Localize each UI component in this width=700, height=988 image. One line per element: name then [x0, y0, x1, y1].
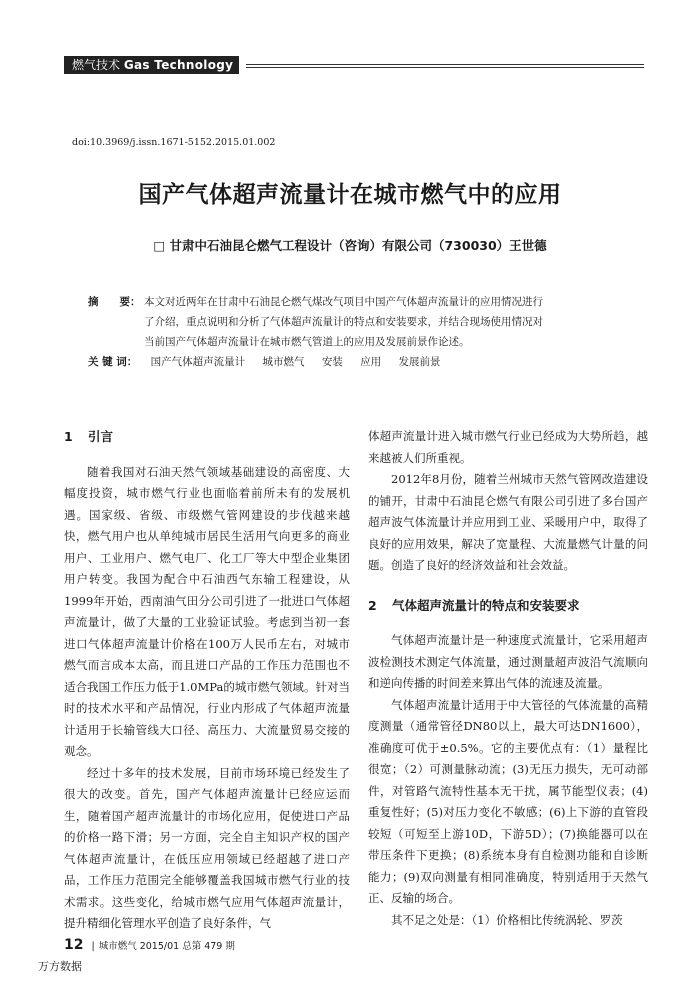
right-column [368, 426, 648, 931]
journal-issue: 城市燃气 2015/01 总第 479 期 [98, 941, 235, 952]
paragraph: 气体超声流量计适用于中大管径的气体流量的高精度测量（通常管径DN80以上，最大可达DN1600），准确度可优于±0.5%。它的主要优点有：（1）量程比很宽；（2）可测量脉动流；(3)无压力损失，无可动部件，对管路气流特性基本无干扰，属节能型仪表；(4)重复性好；(5)对压力变化不敏感；(6)上下游的直管段较短（可短至上游10D，下游5D）；(7)换能器可以在带压条件下更换；(8)系统本身有自检测功能和自诊断能力；(9)双向测量有相同准确度，特别适用于天然气正、反输的场合。 [368, 697, 648, 905]
keywords-label: 关 键 词： [88, 356, 138, 368]
footer-divider: | [91, 941, 95, 952]
paper-title: 国产气体超声流量计在城市燃气中的应用 [138, 181, 562, 208]
abstract-label: 摘 要： [88, 296, 141, 308]
header-rule [246, 64, 644, 65]
paragraph: 经过十多年的技术发展，目前市场环境已经发生了很大的改变。首先，国产气体超声流量计已经应运而生，随着国产超声流量计的市场化应用，促使进口产品的价格一路下滑；另一方面，完全自主知识产权的国产气体超声流量计，在低压应用领域已经超越了进口产品，工作压力范围完全能够覆盖我国城市燃气行业的技术需求。这些变化，给城市燃气应用气体超声流量计，提升精细化管理水平创造了良好条件，气 [64, 765, 350, 930]
section-heading-1 [64, 426, 350, 448]
paragraph: 气体超声流量计是一种速度式流量计，它采用超声波检测技术测定气体流量，通过测量超声波沿气流顺向和逆向传播的时间差来算出气体的流速及流量。 [368, 633, 648, 690]
left-column [64, 426, 350, 935]
paragraph: 2012年8月份，随着兰州城市天然气管网改造建设的铺开，甘肃中石油昆仑燃气有限公司引进了多台国产超声波气体流量计并应用到工业、采暖用户中，取得了良好的应用效果，解决了宽量程、大流量燃气计量的问题。创造了良好的经济效益和社会效益。 [368, 472, 648, 572]
section-title: 气体超声流量计的特点和安装要求 [392, 597, 580, 613]
section-number: 2 [368, 597, 377, 613]
abstract-line: 本文对近两年在甘肃中石油昆仑燃气煤改气项目中国产气体超声流量计的应用情况进行 [144, 296, 543, 308]
section-badge [64, 56, 239, 74]
section-name-en: Gas Technology [123, 58, 234, 72]
keywords [88, 354, 455, 369]
watermark: 万方数据 [38, 960, 82, 973]
section-name-cn: 燃气技术 [72, 58, 121, 72]
abstract-text [144, 292, 654, 352]
page-number: 12 [64, 937, 84, 953]
paragraph-continuation: 体超声流量计进入城市燃气行业已经成为大势所趋，越来越被人们所重视。 [368, 429, 648, 465]
keyword: 发展前景 [398, 356, 441, 368]
abstract-line: 了介绍，重点说明和分析了气体超声流量计的特点和安装要求，并结合现场使用情况对 [144, 316, 543, 328]
keyword: 国产气体超声流量计 [150, 356, 246, 368]
doi: doi:10.3969/j.issn.1671-5152.2015.01.002 [72, 137, 276, 148]
paragraph: 随着我国对石油天然气领域基础建设的高密度、大幅度投资，城市燃气行业也面临着前所未有的发展机遇。国家级、省级、市级燃气管网建设的步伐越来越快，燃气用户也从单纯城市居民生活用气向更多的商业用户、工业用户、燃气电厂、化工厂等大中型企业集团用户转变。我国为配合中石油西气东输工程建设，从1999年开始，西南油气田分公司引进了一批进口气体超声流量计，做了大量的工业验证试验。考虑到当初一套进口气体超声流量计价格在100万人民币左右，对城市燃气而言成本太高，而且进口产品的工作压力范围也不适合我国工作压力低于1.0MPa的城市燃气领域。针对当时的技术水平和产品情况，行业内形成了气体超声流量计适用于长输管线大口径、高压力、大流量贸易交接的观念。 [64, 464, 350, 758]
section-number: 1 [64, 429, 73, 444]
keyword: 城市燃气 [262, 356, 305, 368]
abstract-line: 当前国产气体超声流量计在城市燃气管道上的应用及发展前景作论述。 [144, 336, 470, 348]
header-rule-second [246, 67, 644, 68]
section-heading-2 [368, 595, 648, 617]
paragraph: 其不足之处是：（1）价格相比传统涡轮、罗茨 [391, 912, 623, 927]
section-title: 引言 [88, 429, 114, 444]
keyword: 安装 [321, 356, 343, 368]
page-footer [64, 937, 235, 953]
journal-header [64, 56, 644, 74]
author-line: □ 甘肃中石油昆仑燃气工程设计（咨询）有限公司（730030）王世德 [153, 238, 547, 253]
keyword: 应用 [360, 356, 382, 368]
